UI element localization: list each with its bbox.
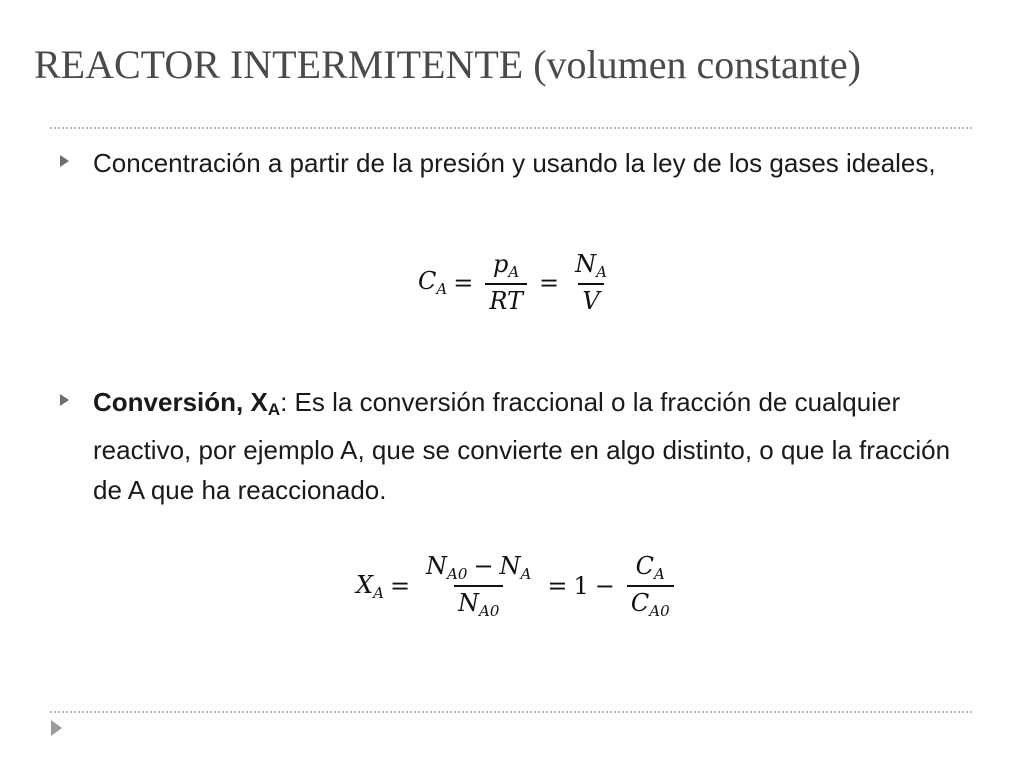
equation-conversion: [356, 552, 680, 620]
eq-fraction: $\frac{N_A}{V}$: [575, 250, 607, 315]
bullet-text: Conversión, $X_A$: Es la conversión fraccional o la fracción de cualquier reactivo, por ejemplo A, que se convierte en algo distinto, o que la fracción de A que ha reaccionado.: [93, 387, 951, 505]
bullet-bold-term: Conversión, $X_A$: [93, 387, 281, 419]
eq-fraction: $\frac{p_A}{RT}$: [485, 250, 527, 315]
eq-fraction: $\frac{C_A}{C_{A0}}$: [627, 552, 674, 620]
bullet-text: Concentración a partir de la presión y usando la ley de los gases ideales,: [93, 148, 936, 178]
bullet-item-conversion: [60, 382, 960, 510]
eq-term: 1: [573, 572, 589, 600]
eq-term: $C_A$: [418, 267, 448, 298]
triangle-right-icon: [51, 720, 62, 736]
top-divider: [50, 127, 972, 129]
slide-title: REACTOR INTERMITENTE (volumen constante): [34, 42, 861, 87]
equation-concentration: [418, 250, 617, 315]
eq-operator: −: [594, 572, 615, 600]
bottom-divider: [50, 711, 972, 713]
eq-operator: =: [389, 572, 411, 600]
eq-operator: =: [453, 268, 474, 297]
eq-term: $X_A$: [356, 570, 384, 602]
eq-operator: =: [538, 268, 560, 297]
bullet-triangle-icon: [60, 394, 69, 406]
eq-fraction: $\frac{N_{A0} - N_A}{N_{A0}}$: [426, 552, 532, 620]
eq-operator: =: [547, 572, 568, 600]
bullet-triangle-icon: [60, 155, 69, 167]
bullet-item-concentration: [60, 143, 960, 183]
